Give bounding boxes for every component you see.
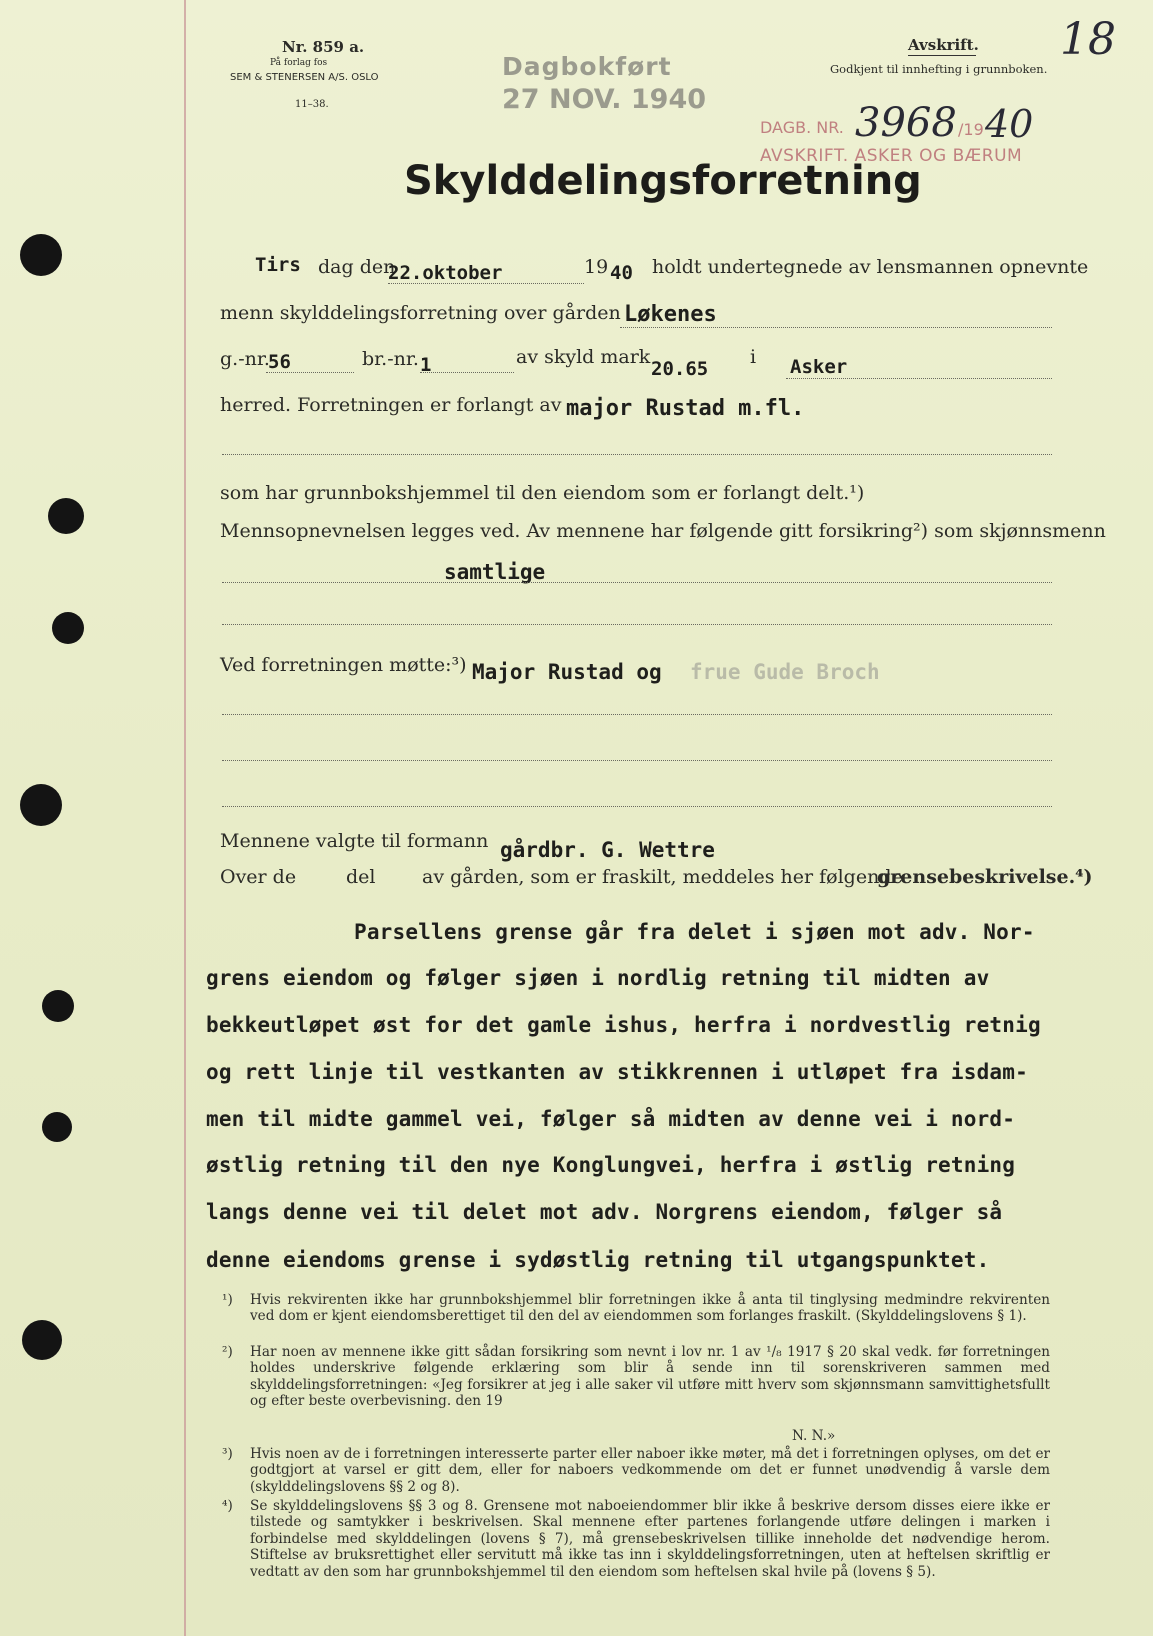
- over-de-label: Over de: [220, 866, 297, 888]
- mote-label: Ved forretningen møtte:³): [220, 654, 467, 676]
- menn-text: menn skylddelingsforretning over gården: [220, 302, 621, 324]
- godkjent-text: Godkjent til innhefting i grunnboken.: [830, 62, 1048, 76]
- blank-dotline: [222, 714, 1052, 715]
- farm-name: Løkenes: [624, 302, 717, 327]
- gnr-label: g.-nr.: [220, 348, 270, 370]
- fraskilt-text: av gården, som er fraskilt, meddeles her følgende: [422, 866, 903, 888]
- footnote-4: [222, 1498, 1052, 1598]
- punch-hole: [20, 784, 62, 826]
- formann-value: gårdbr. G. Wettre: [500, 838, 715, 862]
- grense-label: grensebeskrivelse.⁴): [877, 866, 1093, 888]
- weekday-value: Tirs: [255, 254, 301, 276]
- body-line: grens eiendom og følger sjøen i nordlig retning til midten av: [206, 966, 990, 990]
- body-line: men til midte gammel vei, følger så midten av denne vei i nord-: [206, 1107, 1016, 1131]
- holdt-text: holdt undertegnede av lensmannen opnevnte: [652, 256, 1089, 278]
- municipality-dotline: [786, 378, 1052, 379]
- dag-den-label: dag den: [318, 256, 396, 278]
- form-date: 11–38.: [295, 99, 329, 110]
- blank-dotline: [222, 760, 1052, 761]
- footnote-text: Se skylddelingslovens §§ 3 og 8. Grensene mot naboeiendommer blir ikke å beskrive dersom disses eiere ikke er tilstede og samtykker i beskrivelsen. Skal mennene efter partenes forlangende utføre delingen i marken i forbindelse med skylddelingen (lovens § 7), må grensebeskrivelsen tillike inneholde det nødvendige herom. Stiftelse av bruksrettighet eller servitutt må ikke tas inn i skylddelingsforretningen, uten at heftelsen skriftlig er vedtatt av den som har grunnbokshjemmel til den eiendom som heftelsen skal hvile på (lovens § 5).: [250, 1498, 1050, 1580]
- footnote-number: ¹): [222, 1292, 233, 1308]
- avskrift-label: Avskrift.: [908, 36, 979, 54]
- printer-line: På forlag fos: [270, 58, 328, 68]
- footnote-text: Hvis noen av de i forretningen interesserte parter eller naboer ikke møter, må det i forretningen oplyses, om det er godtgjort at varsel er gitt dem, eller for naboers vedkommende om det er funnet unødvendig å varsle dem (skylddelingslovens §§ 2 og 8).: [250, 1446, 1050, 1495]
- dagbokfort-stamp: Dagbokført: [502, 52, 672, 81]
- dagb-number: 3968: [855, 100, 957, 146]
- footnote-3: [222, 1446, 1052, 1498]
- body-line: og rett linje til vestkanten av stikkrennen i utløpet fra isdam-: [206, 1060, 1028, 1084]
- attendees-value: Major Rustad og: [472, 660, 662, 684]
- municipality-value: Asker: [790, 356, 848, 378]
- footnote-number: ³): [222, 1446, 233, 1462]
- punch-hole: [20, 234, 62, 276]
- skyld-value: 20.65: [651, 358, 709, 380]
- gnr-dotline: [266, 372, 354, 373]
- margin-rule: [184, 0, 186, 1636]
- footnote-text: Hvis rekvirenten ikke har grunnbokshjemmel blir forretningen ikke å anta til tinglysing medmindre rekvirenten ved dom er kjent eiendomsberettiget til den del av eiendommen som forlanges fraskilt. (Skylddelingslovens § 1).: [250, 1292, 1050, 1325]
- gnr-value: 56: [268, 351, 291, 373]
- blank-dotline: [222, 624, 1052, 625]
- body-line: denne eiendoms grense i sydøstlig retning til utgangspunktet.: [206, 1248, 990, 1272]
- del-label: del: [346, 866, 376, 888]
- avskrift-underline: [908, 55, 976, 56]
- footnote-number: ⁴): [222, 1498, 233, 1514]
- samtlige-value: samtlige: [444, 560, 546, 584]
- footnote-number: ²): [222, 1344, 233, 1360]
- form-number: Nr. 859 a.: [282, 38, 365, 56]
- footnote-signature: [222, 1428, 1052, 1446]
- dagb-year: 40: [985, 102, 1034, 146]
- punch-hole: [52, 612, 84, 644]
- printer-name: SEM & STENERSEN A/S. OSLO: [230, 72, 379, 83]
- body-line: østlig retning til den nye Konglungvei, herfra i østlig retning: [206, 1153, 1016, 1177]
- stamp-date: 27 NOV. 1940: [502, 84, 707, 115]
- document-title: Skylddelingsforretning: [404, 158, 922, 204]
- dagb-label: DAGB. NR.: [760, 118, 844, 137]
- punch-hole: [48, 498, 84, 534]
- body-line: bekkeutløpet øst for det gamle ishus, herfra i nordvestlig retnig: [206, 1013, 1041, 1037]
- farm-dotline: [620, 327, 1052, 328]
- year-value: 40: [610, 262, 633, 284]
- date-value: 22.oktober: [388, 262, 503, 284]
- dagb-year-prefix: /19: [958, 120, 984, 139]
- punch-hole: [42, 1112, 72, 1142]
- date-dotline: [388, 283, 584, 284]
- blank-dotline: [222, 454, 1052, 455]
- body-line: Parsellens grense går fra delet i sjøen mot adv. Nor-: [354, 920, 1035, 944]
- blank-dotline: [222, 806, 1052, 807]
- skyld-label: av skyld mark: [516, 346, 651, 368]
- century-label: 19: [584, 256, 609, 278]
- requester-value: major Rustad m.fl.: [566, 396, 805, 421]
- herred-text: herred. Forretningen er forlangt av: [220, 394, 562, 416]
- handwritten-folio: 18: [1060, 14, 1116, 65]
- i-label: i: [750, 346, 757, 368]
- punch-hole: [42, 990, 74, 1022]
- avskrift-stamp: AVSKRIFT. ASKER OG BÆRUM: [760, 146, 1023, 166]
- mennsopnevnelsen-text: Mennsopnevnelsen legges ved. Av mennene har følgende gitt forsikring²) som skjønnsmenn: [220, 520, 1106, 542]
- brnr-value: 1: [420, 354, 432, 376]
- punch-hole: [22, 1320, 62, 1360]
- brnr-label: br.-nr.: [362, 348, 419, 370]
- footnote-text: Har noen av mennene ikke gitt sådan forsikring som nevnt i lov nr. 1 av ¹/₈ 1917 § 20 skal vedk. før forretningen holdes underskrive følgende erklæring som blir å sende inn til sorenskriveren sammen med skylddelingsforretningen: «Jeg forsikrer at jeg i alle saker vil utføre mitt hverv som skjønnsmann samvittighetsfullt og efter beste overbevisning. den 19: [250, 1344, 1050, 1410]
- footnote-2: [222, 1344, 1052, 1412]
- formann-label: Mennene valgte til formann: [220, 830, 489, 852]
- body-line: langs denne vei til delet mot adv. Norgrens eiendom, følger så: [206, 1200, 1003, 1224]
- grunnbok-text: som har grunnbokshjemmel til den eiendom som er forlangt delt.¹): [220, 482, 865, 504]
- samtlige-dotline: [222, 582, 1052, 583]
- brnr-dotline: [420, 372, 514, 373]
- attendees-faded-value: frue Gude Broch: [690, 660, 880, 684]
- footnote-signature-text: N. N.»: [792, 1428, 836, 1444]
- footnote-1: [222, 1292, 1052, 1344]
